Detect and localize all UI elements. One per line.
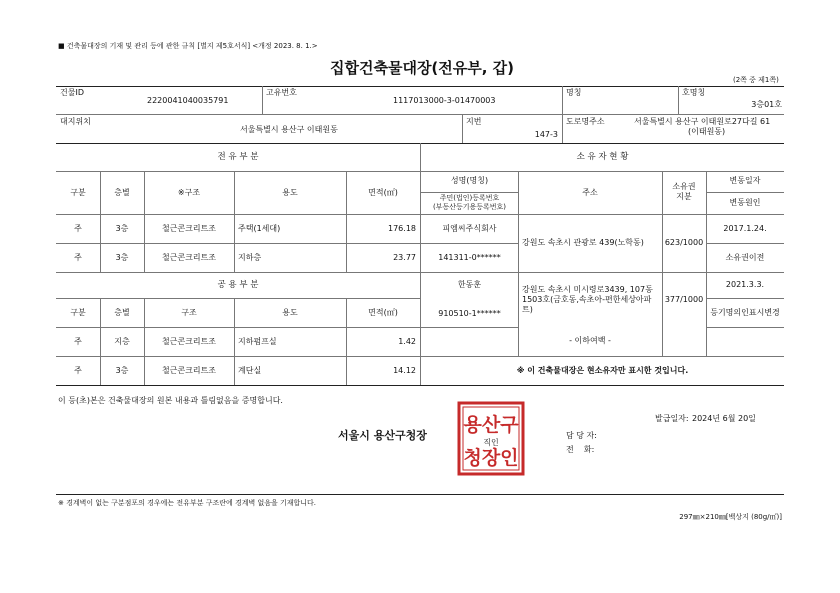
cell-use: 주택(1세대) (238, 224, 281, 233)
rule (56, 327, 420, 328)
rule (421, 243, 518, 244)
cell-use: 지하층 (238, 253, 262, 262)
end-of-list: - 이하여백 - (569, 336, 611, 345)
seal-center-text: 직인 (483, 438, 499, 447)
owner-share-header: 소유권 (672, 182, 696, 191)
owner-address: 강원도 속초시 관광로 439(노학동) (522, 238, 644, 247)
owner-section-title: 소 유 자 현 황 (576, 152, 629, 162)
cell-floor: 3층 (115, 366, 129, 375)
rule (56, 298, 420, 299)
rule (706, 327, 784, 328)
cell-floor: 3층 (115, 224, 129, 233)
rule (706, 192, 784, 193)
rule (56, 114, 784, 115)
col-area-header: 면적(㎡) (368, 188, 398, 197)
page-indicator: (2쪽 중 제1쪽) (733, 76, 779, 84)
cell-use: 지하펌프실 (238, 337, 277, 346)
owner-id-header-sub: (부동산등기용등록번호) (432, 203, 507, 211)
unit-value: 3층01호 (751, 100, 782, 109)
owner-address-line1: 강원도 속초시 미시령로3439, 107동 (522, 285, 653, 294)
phone-label: 전 화: (566, 445, 595, 454)
rule (421, 192, 518, 193)
change-date-header: 변동일자 (729, 176, 761, 185)
change-cause: 등기명의인표시변경 (710, 308, 780, 317)
seal-line2: 청장인 (463, 447, 519, 469)
lot-label: 지번 (466, 117, 482, 126)
manager-label: 담 당 자: (566, 431, 597, 440)
owner-id: 910510-1****** (438, 309, 501, 318)
site-label: 대지위치 (60, 117, 91, 126)
cell-floor: 지층 (114, 337, 130, 346)
cell-struct: 철근콘크리트조 (161, 253, 217, 262)
seal-graphic (457, 401, 525, 476)
rule (562, 114, 563, 143)
rule (234, 214, 235, 272)
footer-rule (56, 494, 784, 495)
cell-struct: 철근콘크리트조 (161, 337, 217, 346)
owner-id: 141311-0****** (438, 253, 501, 262)
cell-use: 계단실 (238, 366, 262, 375)
unique-no-value: 1117013000-3-01470003 (393, 96, 496, 105)
table-bottom-border (56, 385, 784, 386)
cell-struct: 철근콘크리트조 (161, 366, 217, 375)
paper-spec: 297㎜×210㎜[백상지 (80g/㎡)] (679, 513, 782, 521)
change-date: 2017.1.24. (723, 224, 767, 233)
footnote: ※ 경계벽이 없는 구분점포의 경우에는 전유부분 구조란에 경계벽 없음을 기재합니다. (58, 499, 317, 507)
cell-area: 14.12 (393, 366, 416, 375)
owner-name-header: 성명(명칭) (450, 176, 489, 185)
col-struct-header: 구조 (181, 308, 197, 317)
col-floor-header: 층별 (114, 188, 130, 197)
common-section-title: 공 용 부 분 (217, 280, 259, 290)
change-date: 2021.3.3. (725, 280, 765, 289)
col-div-header: 구분 (70, 188, 86, 197)
owner-share: 377/1000 (664, 295, 704, 304)
owner-addr-header: 주소 (582, 188, 598, 197)
cell-div: 주 (74, 366, 82, 375)
rule (678, 86, 679, 114)
rule (421, 327, 518, 328)
issue-date-label: 발급일자: (655, 414, 689, 423)
rule (706, 298, 784, 299)
lot-value: 147-3 (534, 130, 558, 139)
col-area-header: 면적(㎡) (368, 308, 398, 317)
rule (518, 171, 519, 356)
change-cause: 소유권이전 (725, 253, 765, 262)
cell-div: 주 (74, 224, 82, 233)
rule (346, 214, 347, 272)
cell-floor: 3층 (115, 253, 129, 262)
owner-share: 623/1000 (664, 238, 704, 247)
site-value: 서울특별시 용산구 이태원동 (240, 125, 338, 134)
rule (56, 243, 420, 244)
cell-div: 주 (74, 253, 82, 262)
unique-no-label: 고유번호 (266, 88, 297, 97)
owner-address-line2: 1503호(금호동,속초아-편한세상아파 (522, 295, 652, 304)
rule (706, 243, 784, 244)
cell-div: 주 (74, 337, 82, 346)
col-use-header: 용도 (282, 188, 298, 197)
owner-name: 한동훈 (457, 280, 482, 289)
owner-share-header-sub: 지분 (676, 192, 692, 201)
road-label: 도로명주소 (566, 117, 605, 126)
page-title: 집합건축물대장(전유부, 갑) (330, 59, 515, 77)
rule (100, 214, 101, 272)
owner-name: 피엠씨주식회사 (442, 224, 497, 233)
col-use-header: 용도 (282, 308, 298, 317)
cell-area: 1.42 (398, 337, 416, 346)
col-div-header: 구분 (70, 308, 86, 317)
road-address-line2: (이태원동) (688, 127, 726, 136)
name-label: 명칭 (566, 88, 582, 97)
rule (144, 214, 145, 272)
owner-id-header: 주민(법인)등록번호 (439, 194, 500, 202)
road-address-line1: 서울특별시 용산구 이태원로27다길 61 (634, 117, 771, 126)
rule (262, 86, 263, 114)
issue-date: 2024년 6월 20일 (692, 414, 756, 423)
col-struct-header: ※구조 (177, 188, 201, 197)
col-floor-header: 층별 (114, 308, 130, 317)
cell-area: 176.18 (388, 224, 416, 233)
cell-struct: 철근콘크리트조 (161, 224, 217, 233)
owner-note: ※ 이 건축물대장은 현소유자만 표시한 것입니다. (516, 366, 689, 375)
rule (562, 86, 563, 114)
change-cause-header: 변동원인 (729, 198, 761, 207)
cell-area: 23.77 (393, 253, 416, 262)
building-id-label: 건물ID (60, 88, 84, 97)
table-top-border (56, 86, 784, 87)
owner-address-line3: 트) (522, 305, 533, 314)
exclusive-section-title: 전 유 부 분 (217, 152, 259, 162)
form-header: ■ 건축물대장의 기재 및 관리 등에 관한 규칙 [별지 제5호서식] <개정 2023. 8. 1.> (58, 42, 318, 50)
issuer: 서울시 용산구청장 (338, 429, 427, 442)
seal-line1: 용산구 (463, 414, 519, 436)
building-id-value: 2220041040035791 (147, 96, 229, 105)
certify-text: 이 등(초)본은 건축물대장의 원본 내용과 틀림없음을 증명합니다. (58, 396, 283, 405)
unit-label: 호명칭 (682, 88, 706, 97)
official-seal (457, 401, 525, 476)
rule (462, 114, 463, 143)
